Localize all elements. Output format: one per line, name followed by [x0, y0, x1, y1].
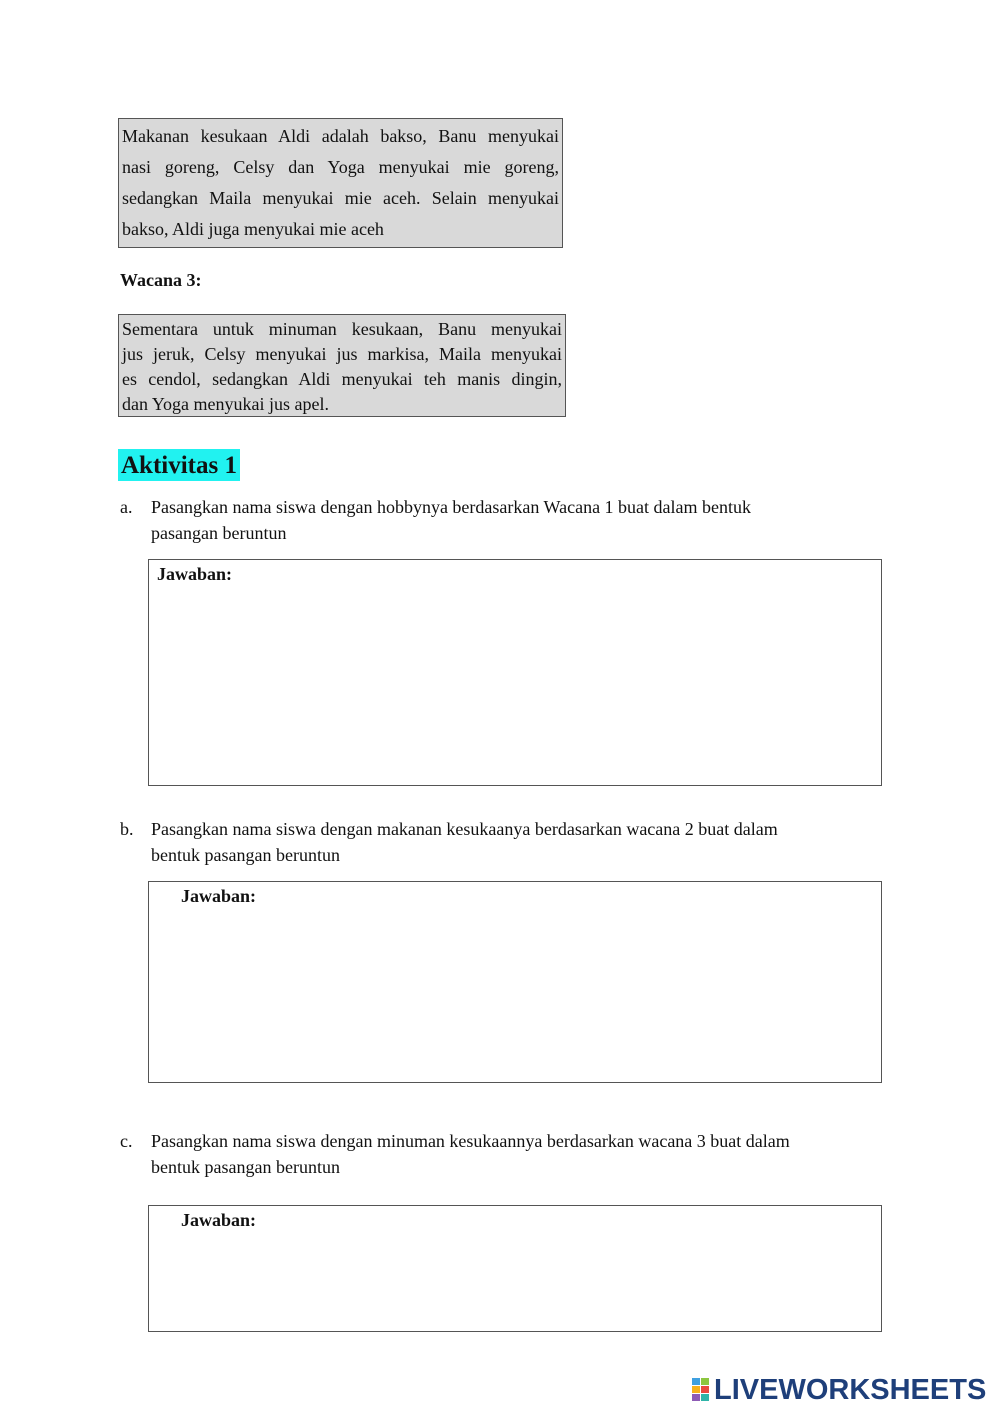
question-marker: a. [120, 497, 133, 517]
answer-label: Jawaban: [157, 564, 233, 584]
passage-wacana-2 [118, 118, 563, 248]
question-text [151, 494, 871, 546]
passage-line: bakso, Aldi juga menyukai mie aceh [122, 219, 384, 239]
answer-box-b[interactable] [148, 881, 882, 1083]
wacana-3-label: Wacana 3: [120, 270, 202, 290]
passage-line: jus jeruk, Celsy menyukai jus markisa, Maila menyukai [122, 344, 562, 364]
passage-line: Makanan kesukaan Aldi adalah bakso, Banu menyukai [122, 126, 559, 146]
answer-label: Jawaban: [181, 886, 257, 906]
passage-wacana-3 [118, 314, 566, 417]
passage-line: nasi goreng, Celsy dan Yoga menyukai mie goreng, [122, 157, 559, 177]
activity-heading: Aktivitas 1 [118, 449, 240, 481]
question-line: Pasangkan nama siswa dengan hobbynya berdasarkan Wacana 1 buat dalam bentuk [151, 497, 752, 517]
passage-line: dan Yoga menyukai jus apel. [122, 394, 329, 414]
question-line: Pasangkan nama siswa dengan minuman kesukaannya berdasarkan wacana 3 buat dalam [151, 1131, 790, 1151]
question-marker: b. [120, 819, 134, 839]
question-text [151, 1128, 871, 1180]
passage-line: sedangkan Maila menyukai mie aceh. Selain menyukai [122, 188, 559, 208]
answer-box-c[interactable] [148, 1205, 882, 1332]
passage-line: es cendol, sedangkan Aldi menyukai teh manis dingin, [122, 369, 562, 389]
question-line: Pasangkan nama siswa dengan makanan kesukaanya berdasarkan wacana 2 buat dalam [151, 819, 778, 839]
liveworksheets-logo-icon [692, 1378, 710, 1402]
passage-line: Sementara untuk minuman kesukaan, Banu menyukai [122, 319, 562, 339]
answer-box-a[interactable] [148, 559, 882, 786]
question-line: bentuk pasangan beruntun [151, 1157, 340, 1177]
answer-label: Jawaban: [181, 1210, 257, 1230]
question-marker: c. [120, 1131, 133, 1151]
question-text [151, 816, 871, 868]
brand-name: LIVEWORKSHEETS [714, 1373, 987, 1406]
question-line: bentuk pasangan beruntun [151, 845, 340, 865]
liveworksheets-logo [692, 1374, 986, 1406]
question-line: pasangan beruntun [151, 523, 287, 543]
